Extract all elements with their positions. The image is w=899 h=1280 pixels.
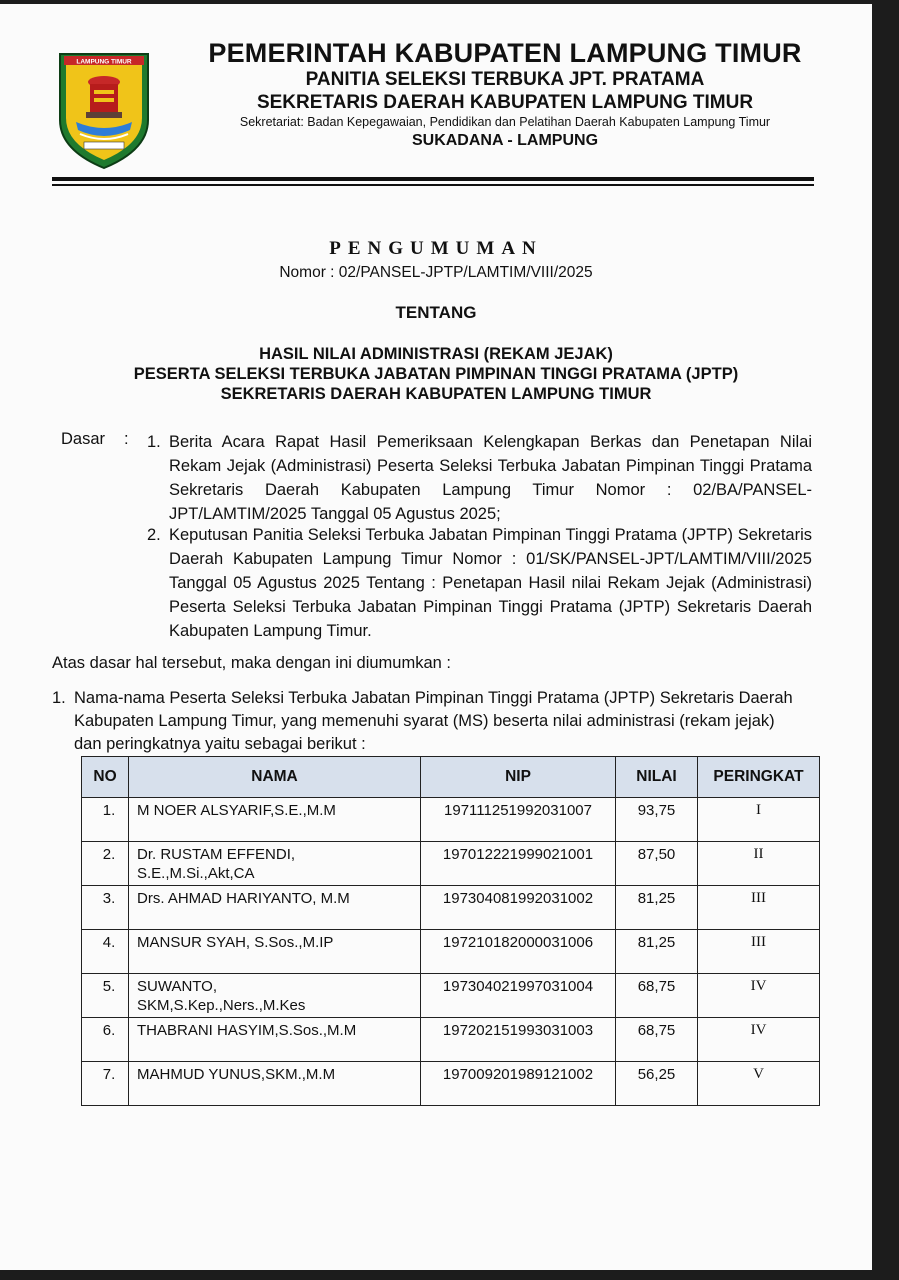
results-table [81, 756, 820, 1106]
announcement-tentang: TENTANG [395, 303, 477, 322]
letterhead-rule-thin [52, 184, 814, 186]
cell-nilai: 56,25 [616, 1062, 698, 1106]
dasar-item-number: 1. [147, 433, 161, 451]
cell-nilai: 81,25 [616, 930, 698, 974]
cell-no: 2. [82, 842, 129, 886]
cell-nama: Drs. AHMAD HARIYANTO, M.M [129, 886, 421, 930]
announcement-number: Nomor : 02/PANSEL-JPTP/LAMTIM/VIII/2025 [279, 264, 593, 281]
table-row [82, 1062, 820, 1106]
cell-nama: MAHMUD YUNUS,SKM.,M.M [129, 1062, 421, 1106]
cell-peringkat: IV [698, 1018, 820, 1062]
dasar-colon: : [124, 430, 129, 448]
announcement-title: PENGUMUMAN [329, 238, 543, 259]
letterhead-government: PEMERINTAH KABUPATEN LAMPUNG TIMUR [208, 38, 802, 68]
dasar-item [147, 430, 812, 526]
cell-nip: 197304081992031002 [421, 886, 616, 930]
cell-nip: 197009201989121002 [421, 1062, 616, 1106]
cell-nilai: 68,75 [616, 1018, 698, 1062]
cell-no: 7. [82, 1062, 129, 1106]
cell-nilai: 93,75 [616, 798, 698, 842]
dasar-item [147, 523, 812, 643]
cell-peringkat: V [698, 1062, 820, 1106]
cell-no: 6. [82, 1018, 129, 1062]
cell-no: 3. [82, 886, 129, 930]
cell-nip: 197202151993031003 [421, 1018, 616, 1062]
subject-line: PESERTA SELEKSI TERBUKA JABATAN PIMPINAN TINGGI PRATAMA (JPTP) [133, 365, 739, 383]
announcement-item-text: Nama-nama Peserta Seleksi Terbuka Jabatan Pimpinan Tinggi Pratama (JPTP) Sekretaris Daerah Kabupaten Lampung Timur, yang memenuhi syarat (MS) beserta nilai administrasi (rekam jejak) dan peringkatnya yaitu sebagai berikut : [74, 689, 793, 753]
atas-dasar-text: Atas dasar hal tersebut, maka dengan ini diumumkan : [52, 654, 451, 672]
lampung-timur-emblem [58, 50, 150, 170]
letterhead-committee: PANITIA SELEKSI TERBUKA JPT. PRATAMA [305, 69, 705, 90]
cell-nama: THABRANI HASYIM,S.Sos.,M.M [129, 1018, 421, 1062]
cell-nama: M NOER ALSYARIF,S.E.,M.M [129, 798, 421, 842]
cell-peringkat: II [698, 842, 820, 886]
cell-peringkat: III [698, 930, 820, 974]
header-no: NO [82, 757, 129, 798]
letterhead [160, 38, 850, 151]
table-row [82, 974, 820, 1018]
header-peringkat: PERINGKAT [698, 757, 820, 798]
announcement-item-number: 1. [52, 689, 66, 707]
announcement-subject [0, 344, 872, 404]
cell-nip: 197111251992031007 [421, 798, 616, 842]
table-row [82, 1018, 820, 1062]
subject-line: SEKRETARIS DAERAH KABUPATEN LAMPUNG TIMUR [220, 385, 652, 403]
cell-no: 1. [82, 798, 129, 842]
table-row [82, 886, 820, 930]
cell-peringkat: I [698, 798, 820, 842]
header-nip: NIP [421, 757, 616, 798]
cell-nip: 197012221999021001 [421, 842, 616, 886]
document-page [0, 4, 872, 1270]
cell-nama: MANSUR SYAH, S.Sos.,M.IP [129, 930, 421, 974]
dasar-item-text: Berita Acara Rapat Hasil Pemeriksaan Kelengkapan Berkas dan Penetapan Nilai Rekam Jejak (Administrasi) Peserta Seleksi Terbuka Jabatan Pimpinan Tinggi Pratama Sekretaris Daerah Kabupaten Lampung Timur Nomor : 02/BA/PANSEL-JPT/LAMTIM/2025 Tanggal 05 Agustus 2025; [169, 433, 812, 523]
dasar-item-text: Keputusan Panitia Seleksi Terbuka Jabatan Pimpinan Tinggi Pratama (JPTP) Sekretaris Daerah Kabupaten Lampung Timur Nomor : 01/SK/PANSEL-JPT/LAMTIM/VIII/2025 Tanggal 05 Agustus 2025 Tentang : Penetapan Hasil nilai Rekam Jejak (Administrasi) Peserta Seleksi Terbuka Jabatan Pimpinan Tinggi Pratama (JPTP) Sekretaris Daerah Kabupaten Lampung Timur. [169, 526, 812, 640]
table-row [82, 798, 820, 842]
letterhead-location: SUKADANA - LAMPUNG [411, 132, 599, 149]
table-header-row [82, 757, 820, 798]
cell-nilai: 68,75 [616, 974, 698, 1018]
cell-nilai: 81,25 [616, 886, 698, 930]
cell-nip: 197210182000031006 [421, 930, 616, 974]
header-nama: NAMA [129, 757, 421, 798]
cell-nama: SUWANTO, SKM,S.Kep.,Ners.,M.Kes [129, 974, 421, 1018]
cell-nilai: 87,50 [616, 842, 698, 886]
dasar-label: Dasar [61, 430, 106, 448]
cell-peringkat: III [698, 886, 820, 930]
cell-no: 5. [82, 974, 129, 1018]
letterhead-position: SEKRETARIS DAERAH KABUPATEN LAMPUNG TIMUR [256, 92, 754, 113]
cell-peringkat: IV [698, 974, 820, 1018]
table-row [82, 842, 820, 886]
header-nilai: NILAI [616, 757, 698, 798]
letterhead-secretariat: Sekretariat: Badan Kepegawaian, Pendidikan dan Pelatihan Daerah Kabupaten Lampung Timur [239, 115, 771, 129]
cell-nip: 197304021997031004 [421, 974, 616, 1018]
letterhead-rule-thick [52, 177, 814, 181]
dasar-item-number: 2. [147, 526, 161, 544]
subject-line: HASIL NILAI ADMINISTRASI (REKAM JEJAK) [259, 345, 613, 363]
cell-no: 4. [82, 930, 129, 974]
table-row [82, 930, 820, 974]
svg-text:LAMPUNG TIMUR: LAMPUNG TIMUR [76, 58, 132, 66]
cell-nama: Dr. RUSTAM EFFENDI, S.E.,M.Si.,Akt,CA [129, 842, 421, 886]
